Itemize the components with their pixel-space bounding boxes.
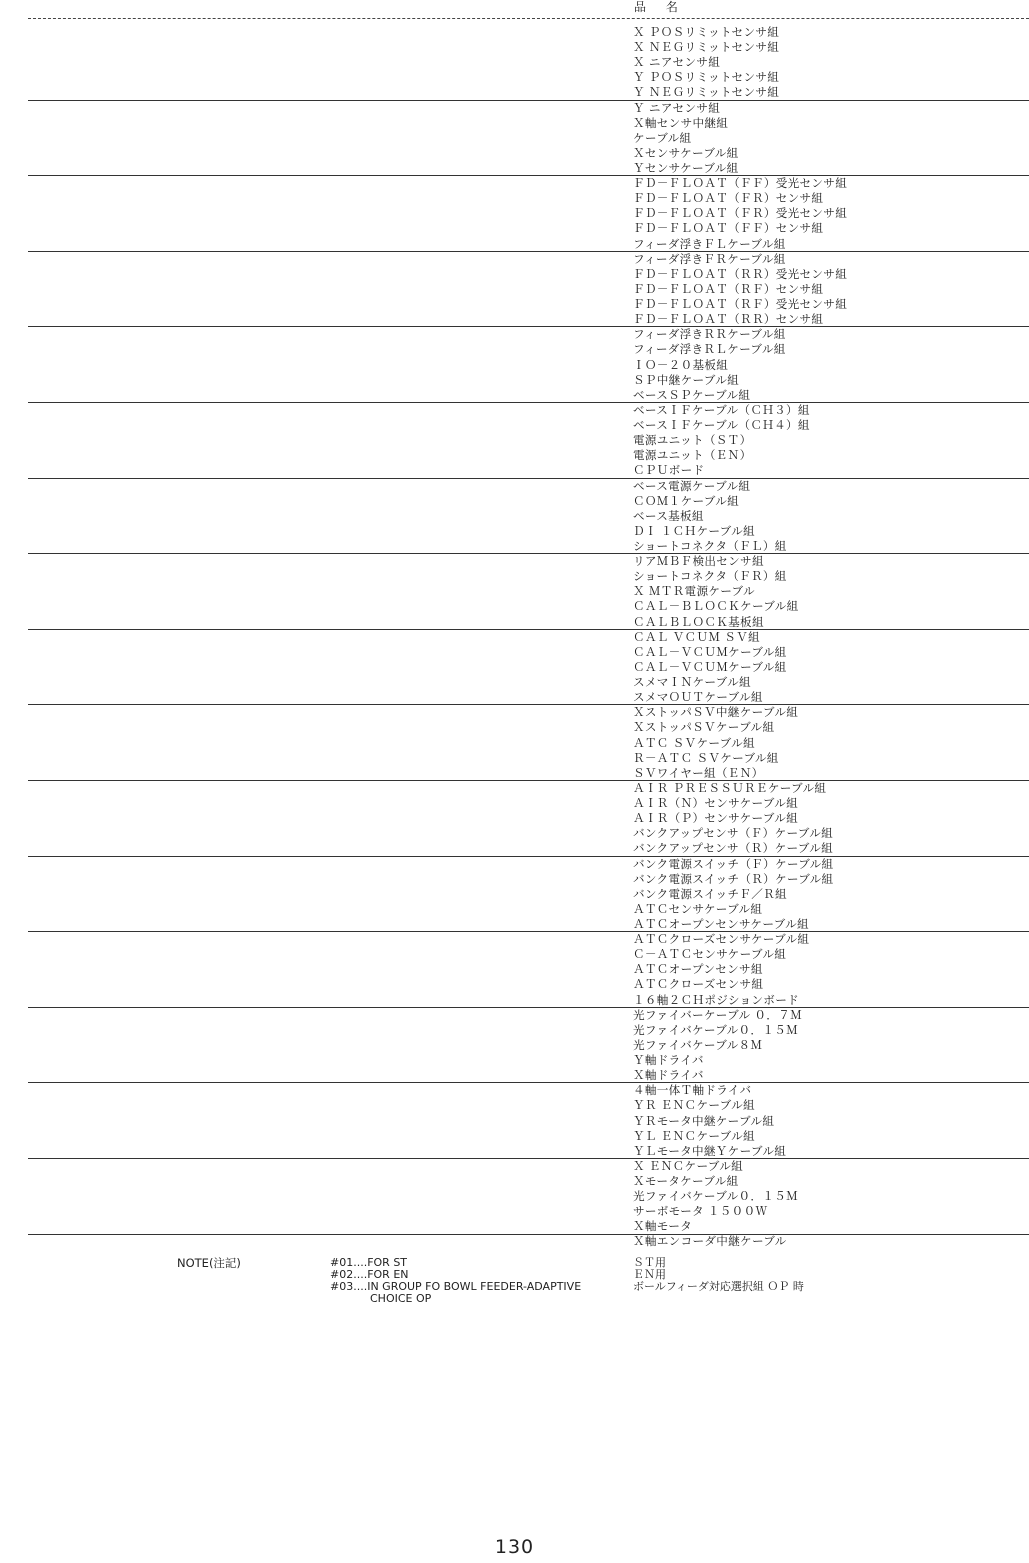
list-item: 光ファイバーケーブル ０．７Ｍ <box>633 1007 802 1022</box>
list-item: ＡＩＲ（Ｐ）センサケーブル組 <box>633 811 799 826</box>
list-item: Ｒ－ＡＴＣ ＳＶケーブル組 <box>633 750 779 765</box>
list-item: ＳＰ中継ケーブル組 <box>633 372 740 387</box>
list-item: ＡＩＲ ＰＲＥＳＳＵＲＥケーブル組 <box>633 780 827 795</box>
list-item: ベースＳＰケーブル組 <box>633 387 751 402</box>
list-item: ＩＯ－２０基板組 <box>633 357 729 372</box>
list-item: 光ファイバケーブル０．１５Ｍ <box>633 1189 799 1204</box>
list-item: ショートコネクタ（ＦＲ）組 <box>633 569 787 584</box>
list-item: 電源ユニット（ＥＮ） <box>633 448 752 463</box>
list-item: ＣＯＭ１ケーブル組 <box>633 493 740 508</box>
column-label: 品 名 <box>634 0 686 14</box>
parts-group <box>28 705 1029 781</box>
list-item: 光ファイバケーブル０．１５Ｍ <box>633 1022 799 1037</box>
list-item: ＡＴＣオープンセンサケーブル組 <box>633 916 809 931</box>
list-item: Ｘ軸エンコーダ中継ケーブル <box>633 1234 787 1248</box>
list-item: バンク電源スイッチ（Ｆ）ケーブル組 <box>633 856 834 871</box>
list-item: Ｘセンサケーブル組 <box>633 145 739 160</box>
list-item: Ｙ ニアセンサ組 <box>633 100 721 115</box>
note-item-en: #01....FOR ST <box>330 1256 408 1269</box>
list-item: ＡＩＲ（Ｎ）センサケーブル組 <box>633 796 799 811</box>
list-item: フィーダ浮きＲＬケーブル組 <box>633 342 786 357</box>
list-item: ベース電源ケーブル組 <box>633 478 751 493</box>
list-item: サーボモータ １５００Ｗ <box>633 1204 768 1219</box>
list-item: ＣＰＵボード <box>633 463 705 478</box>
list-item: ＦＤ－ＦＬＯＡＴ（ＦＦ）受光センサ組 <box>633 176 848 191</box>
note-item-ja: ＳＴ用 <box>633 1256 666 1269</box>
list-item: ＦＤ－ＦＬＯＡＴ（ＲＦ）受光センサ組 <box>633 297 848 312</box>
list-item: ＣＡＬ－ＢＬＯＣＫケーブル組 <box>633 599 799 614</box>
parts-group <box>28 554 1029 630</box>
page-number: 130 <box>494 1536 535 1558</box>
list-item: ＣＡＬ－ＶＣＵＭケーブル組 <box>633 644 787 659</box>
parts-group <box>28 781 1029 857</box>
list-item: ＡＴＣクローズセンサケーブル組 <box>633 932 810 947</box>
list-item: Ｘ ＭＴＲ電源ケーブル <box>633 584 755 599</box>
list-item: Ｙ軸ドライバ <box>633 1053 704 1067</box>
list-item: 光ファイバケーブル８Ｍ <box>633 1037 763 1052</box>
list-item: ４軸一体Ｔ軸ドライバ <box>633 1083 752 1098</box>
list-item: ＣＡＬ ＶＣＵＭ ＳＶ組 <box>633 629 760 644</box>
parts-group <box>28 479 1029 555</box>
list-item: Ｘ軸センサ中継組 <box>633 115 729 130</box>
parts-group <box>28 1159 1029 1235</box>
list-item: ＹＬモータ中継Ｙケーブル組 <box>633 1143 787 1158</box>
list-item: リアＭＢＦ検出センサ組 <box>633 554 764 569</box>
list-item: ＣＡＬＢＬＯＣＫ基板組 <box>633 614 764 629</box>
list-item: ベースＩＦケーブル（ＣＨ４）組 <box>633 418 810 433</box>
list-item: ＦＤ－ＦＬＯＡＴ（ＲＲ）受光センサ組 <box>633 266 848 281</box>
parts-list <box>28 25 1029 1235</box>
list-item: Ｘ ＰＯＳリミットセンサ組 <box>633 25 780 39</box>
list-item: ＸストッパＳＶケーブル組 <box>633 720 775 735</box>
list-item: Ｘモータケーブル組 <box>633 1174 739 1188</box>
list-item: Ｙ ＰＯＳリミットセンサ組 <box>633 70 780 85</box>
list-item: ＳＶワイヤー組（ＥＮ） <box>633 765 764 780</box>
list-item: バンク電源スイッチ（Ｒ）ケーブル組 <box>633 871 834 886</box>
list-item: ＡＴＣ ＳＶケーブル組 <box>633 735 755 750</box>
note-item-en: #02....FOR EN <box>330 1268 409 1281</box>
list-item: ＡＴＣオープンセンサ組 <box>633 962 763 977</box>
parts-group <box>28 25 1029 101</box>
list-item: ＹＬ ＥＮＣケーブル組 <box>633 1128 755 1143</box>
list-item: スメマＩＮケーブル組 <box>633 675 751 690</box>
list-item: 電源ユニット（ＳＴ） <box>633 433 752 448</box>
list-item: バンクアップセンサ（Ｆ）ケーブル組 <box>633 826 833 841</box>
list-item: フィーダ浮きＦＲケーブル組 <box>633 251 786 266</box>
list-item: Ｘ ニアセンサ組 <box>633 55 721 70</box>
list-item: フィーダ浮きＦＬケーブル組 <box>633 236 786 251</box>
note-item-ja: ＥＮ用 <box>633 1268 666 1281</box>
parts-group <box>28 101 1029 177</box>
list-item: １６軸２ＣＨポジションボード <box>633 992 799 1007</box>
list-item: ＦＤ－ＦＬＯＡＴ（ＲＲ）センサ組 <box>633 312 824 327</box>
list-item: Ｃ－ＡＴＣセンサケーブル組 <box>633 947 787 962</box>
parts-group <box>28 327 1029 403</box>
note-item-ja: ボールフィーダ対応選択組 ＯＰ 時 <box>633 1280 804 1293</box>
list-item: スメマＯＵＴケーブル組 <box>633 690 763 705</box>
parts-group <box>28 1008 1029 1084</box>
list-item: フィーダ浮きＲＲケーブル組 <box>633 327 786 342</box>
list-item: ＦＤ－ＦＬＯＡＴ（ＦＲ）受光センサ組 <box>633 206 848 221</box>
list-item: Ｙセンサケーブル組 <box>633 160 739 175</box>
note-continuation: CHOICE OP <box>370 1292 432 1305</box>
list-item: ＤＩ １ＣＨケーブル組 <box>633 523 755 538</box>
list-item: ＸストッパＳＶ中継ケーブル組 <box>633 705 799 720</box>
list-item: Ｙ ＮＥＧリミットセンサ組 <box>633 85 780 100</box>
list-item: ＦＤ－ＦＬＯＡＴ（ＦＦ）センサ組 <box>633 221 824 236</box>
note-item-en: #03....IN GROUP FO BOWL FEEDER-ADAPTIVE <box>330 1280 582 1293</box>
parts-group <box>28 252 1029 328</box>
note-label: NOTE(注記) <box>177 1256 241 1270</box>
list-item: バンク電源スイッチＦ／Ｒ組 <box>633 886 787 901</box>
list-item: ショートコネクタ（ＦＬ）組 <box>633 538 787 553</box>
list-item: Ｘ ＥＮＣケーブル組 <box>633 1158 743 1173</box>
parts-group <box>28 932 1029 1008</box>
list-item: ベース基板組 <box>633 508 704 523</box>
list-item: ＦＤ－ＦＬＯＡＴ（ＦＲ）センサ組 <box>633 191 824 206</box>
list-item: Ｘ軸ドライバ <box>633 1068 704 1083</box>
parts-group <box>28 1083 1029 1159</box>
list-item: ＡＴＣクローズセンサ組 <box>633 977 764 992</box>
parts-group <box>28 403 1029 479</box>
parts-group <box>28 176 1029 252</box>
list-item: ＹＲモータ中継ケーブル組 <box>633 1113 775 1128</box>
list-item: ＣＡＬ－ＶＣＵＭケーブル組 <box>633 659 787 674</box>
list-item: ＦＤ－ＦＬＯＡＴ（ＲＦ）センサ組 <box>633 281 824 296</box>
list-item: バンクアップセンサ（Ｒ）ケーブル組 <box>633 841 833 856</box>
parts-group <box>28 857 1029 933</box>
parts-group <box>28 630 1029 706</box>
list-item: Ｘ軸モータ <box>633 1219 693 1234</box>
list-item: ＡＴＣセンサケーブル組 <box>633 901 763 916</box>
table-header <box>28 0 1029 19</box>
list-item: ケーブル組 <box>633 130 692 145</box>
list-item: ベースＩＦケーブル（ＣＨ３）組 <box>633 402 810 417</box>
list-item: Ｘ ＮＥＧリミットセンサ組 <box>633 40 780 55</box>
list-item: ＹＲ ＥＮＣケーブル組 <box>633 1098 755 1113</box>
